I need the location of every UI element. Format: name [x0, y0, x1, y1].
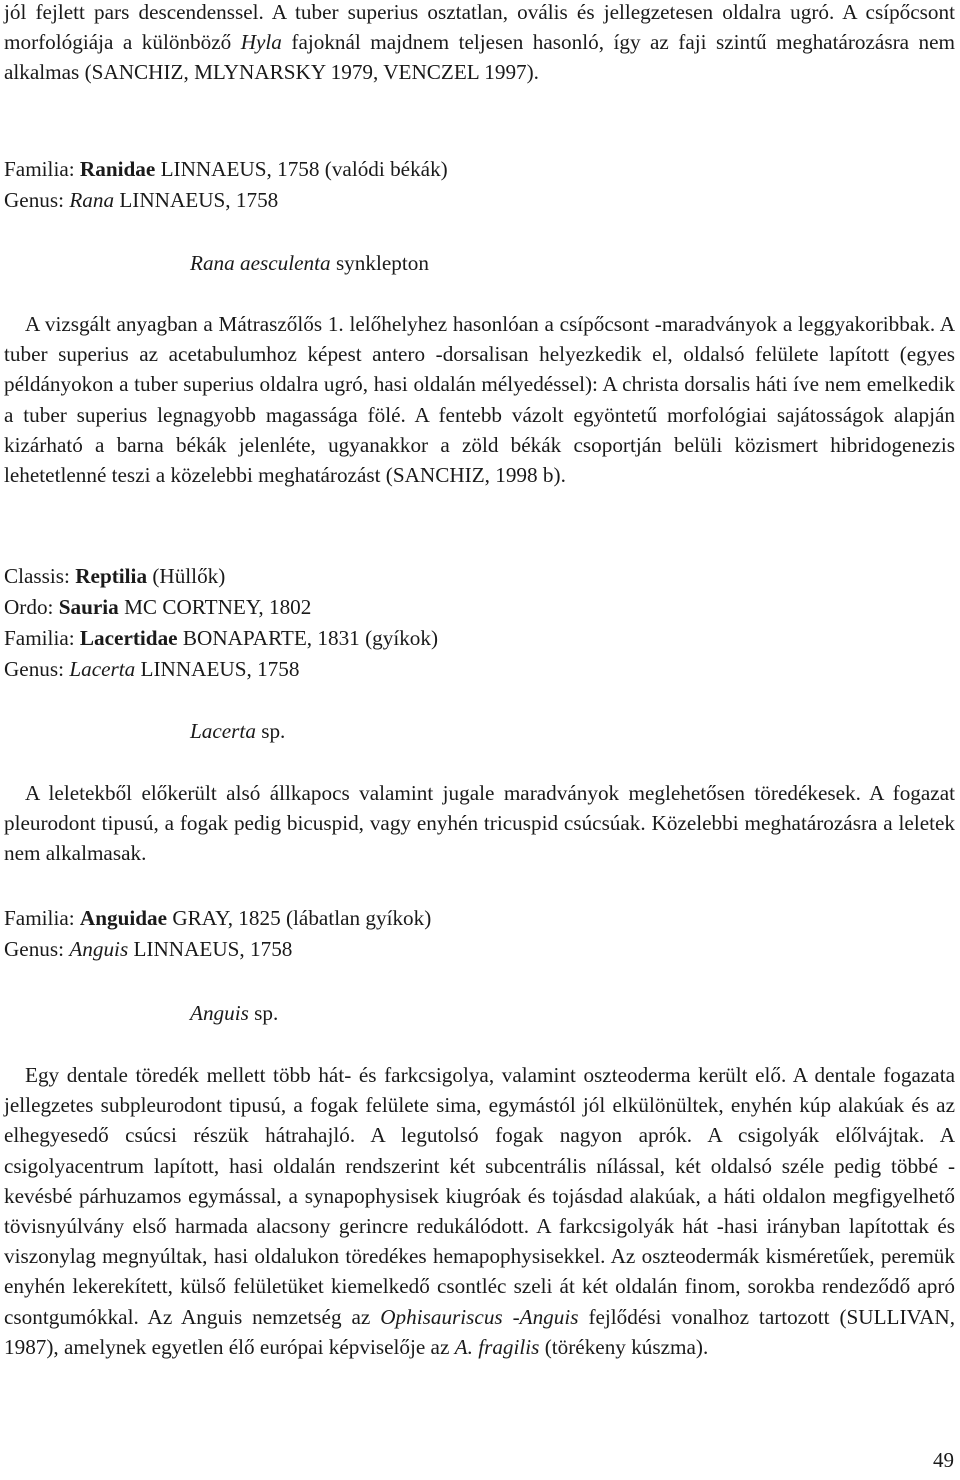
anguidae-genus-line: Genus: Anguis LINNAEUS, 1758 [4, 937, 293, 961]
intro-text-2: fajoknál majdnem teljesen hasonló, így az faji szintű meghatározásra nem alkalmas (SANCHIZ, MLYNARSKY 1979, VENCZEL 1997). [4, 30, 955, 85]
anguis-lineage-italic: Ophisauriscus -Anguis [380, 1304, 579, 1329]
ranidae-genus-line: Genus: Rana LINNAEUS, 1758 [4, 188, 279, 212]
lacerta-paragraph: A leletekből előkerült alsó állkapocs valamint jugale maradványok meglehetősen töredékesek. A fogazat pleurodont tipusú, a fogak pedig bicuspid, vagy enyhén tricuspid csúcsúak. Közelebbi meghatározásra a leletek nem alkalmasak. [4, 781, 955, 866]
intro-text-1: jól fejlett pars descendenssel. A tuber superius osztatlan, ovális és jellegzetesen oldalra ugró. A csípőcsont morfológiája a különböző [4, 0, 955, 55]
ranidae-species-line: Rana aesculenta synklepton [190, 251, 429, 275]
intro-italic-hyla: Hyla [240, 30, 282, 55]
anguidae-heading [4, 903, 431, 965]
reptilia-ordo-line: Ordo: Sauria MC CORTNEY, 1802 [4, 595, 312, 619]
page-number: 49 [933, 1448, 954, 1472]
anguis-fragilis-italic: A. fragilis [454, 1334, 540, 1359]
intro-paragraph [4, 0, 955, 88]
anguis-species-line: Anguis sp. [190, 1001, 279, 1025]
reptilia-familia-line: Familia: Lacertidae BONAPARTE, 1831 (gyíkok) [4, 626, 439, 650]
reptilia-classis-line: Classis: Reptilia (Hüllők) [4, 564, 226, 588]
lacerta-species-line: Lacerta sp. [190, 719, 286, 743]
anguis-paragraph: Egy dentale töredék mellett több hát- és farkcsigolya, valamint oszteoderma került elő. A dentale fogazata jellegzetes subpleurodont tipusú, a fogak felülete sima, egymástól jól elkülönültek, enyhén kúp alakúak és az elhegyesedő csúcsi részük hátrahajló. A legutolsó fogak nagyon aprók. A csigolyák előlvájtak. A csigolyacentrum lapított, hasi oldalán rendszerint két subcentrális nílással, két oldalsó széle pedig többé -kevésbé párhuzamos egymással, a synapophysisek kiugróak és tojásdad alakúak, a háti oldalon megfigyelhető tövisnyúlvány első harmada alacsony gerincre redukálódott. A farkcsigolyák hát -hasi irányban lapítottak és viszonylag megnyúltak, hasi oldalukon töredékes hemapophysisekkel. Az oszteodermák kisméretűek, peremük enyhén lekerekített, külső felületüket kiemelkedő csontléc szeli át két oldalán finom, sorokba rendeződő apró csontgumókkal. Az Anguis nemzetség az Ophisauriscus -Anguis fejlődési vonalhoz tartozott (SULLIVAN, 1987), amelynek egyetlen élő európai képviselője az A. fragilis (törékeny kúszma). [4, 1063, 956, 1359]
reptilia-genus-line: Genus: Lacerta LINNAEUS, 1758 [4, 657, 300, 681]
ranidae-paragraph: A vizsgált anyagban a Mátraszőlős 1. lelőhelyhez hasonlóan a csípőcsont -maradványok a leggyakoribbak. A tuber superius az acetabulumhoz képest antero -dorsalisan helyezkedik el, oldalsó felülete lapított (egyes példányokon a tuber superius oldalra ugró, hasi oldalán mélyedéssel): A christa dorsalis háti íve nem emelkedik a tuber superius legnagyobb magassága fölé. A fentebb vázolt egyöntetű morfológiai sajátosságok alapján kizárható a barna békák jelenléte, ugyanakkor a zöld békák csoportján belüli közismert hibridogenezis lehetetlenné teszi a közelebbi meghatározást (SANCHIZ, 1998 b). [4, 312, 955, 488]
reptilia-heading [4, 561, 438, 685]
ranidae-heading [4, 154, 448, 216]
anguidae-familia-line: Familia: Anguidae GRAY, 1825 (lábatlan gyíkok) [4, 906, 432, 930]
ranidae-familia-line: Familia: Ranidae LINNAEUS, 1758 (valódi békák) [4, 157, 448, 181]
